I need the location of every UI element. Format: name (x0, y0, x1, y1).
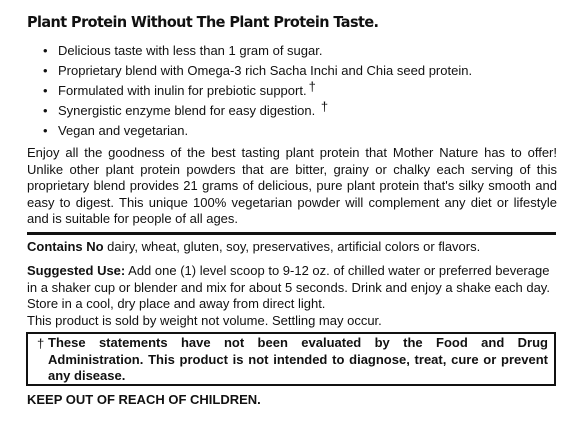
benefits-list (43, 41, 472, 141)
list-item (43, 61, 472, 81)
divider-rule (27, 232, 556, 235)
suggested-use-paragraph (27, 263, 557, 313)
contains-label: Contains No (27, 239, 104, 254)
dagger-mark: † (37, 336, 45, 351)
list-item (43, 81, 472, 101)
contains-text: dairy, wheat, gluten, soy, preservatives, artificial colors or flavors. (103, 239, 481, 254)
suggested-use-text: Add one (1) level scoop to 9-12 oz. of chilled water or preferred beverage in a shaker cup or blender and mix for about 5 seconds. Drink and enjoy a shake each day. Store in a cool, dry place and away from direct light. (27, 263, 550, 312)
list-item (43, 41, 472, 61)
fda-disclaimer-box (26, 332, 556, 386)
heading-title: Plant Protein Without The Plant Protein Taste. (27, 13, 379, 31)
dagger-mark: † (320, 99, 329, 114)
sold-by-weight-note: This product is sold by weight not volume. Settling may occur. (27, 313, 382, 328)
suggested-use-label: Suggested Use: (27, 263, 126, 278)
bullet-text: Vegan and vegetarian. (58, 123, 189, 138)
child-warning: KEEP OUT OF REACH OF CHILDREN. (27, 392, 261, 407)
intro-paragraph: Enjoy all the goodness of the best tasting plant protein that Mother Nature has to offer! Unlike other plant protein powders that are bitter, grainy or chalky each serving of this proprietary blend provides 21 grams of delicious, pure plant protein that's silky smooth and easy to digest. This unique 100% vegetarian powder will complement any diet or lifestyle and is suitable for people of all ages. (27, 145, 557, 227)
dagger-mark: † (308, 79, 316, 94)
bullet-text: Proprietary blend with Omega-3 rich Sacha Inchi and Chia seed protein. (58, 63, 473, 78)
list-item (43, 101, 472, 121)
bullet-text: Synergistic enzyme blend for easy digestion. (58, 103, 316, 118)
bullet-text: Delicious taste with less than 1 gram of sugar. (58, 43, 323, 58)
fda-disclaimer-text: These statements have not been evaluated by the Food and Drug Administration. This product is not intended to diagnose, treat, cure or prevent any disease. (48, 335, 548, 383)
contains-statement (27, 239, 557, 256)
bullet-text: Formulated with inulin for prebiotic support. (58, 83, 307, 98)
list-item (43, 121, 472, 141)
